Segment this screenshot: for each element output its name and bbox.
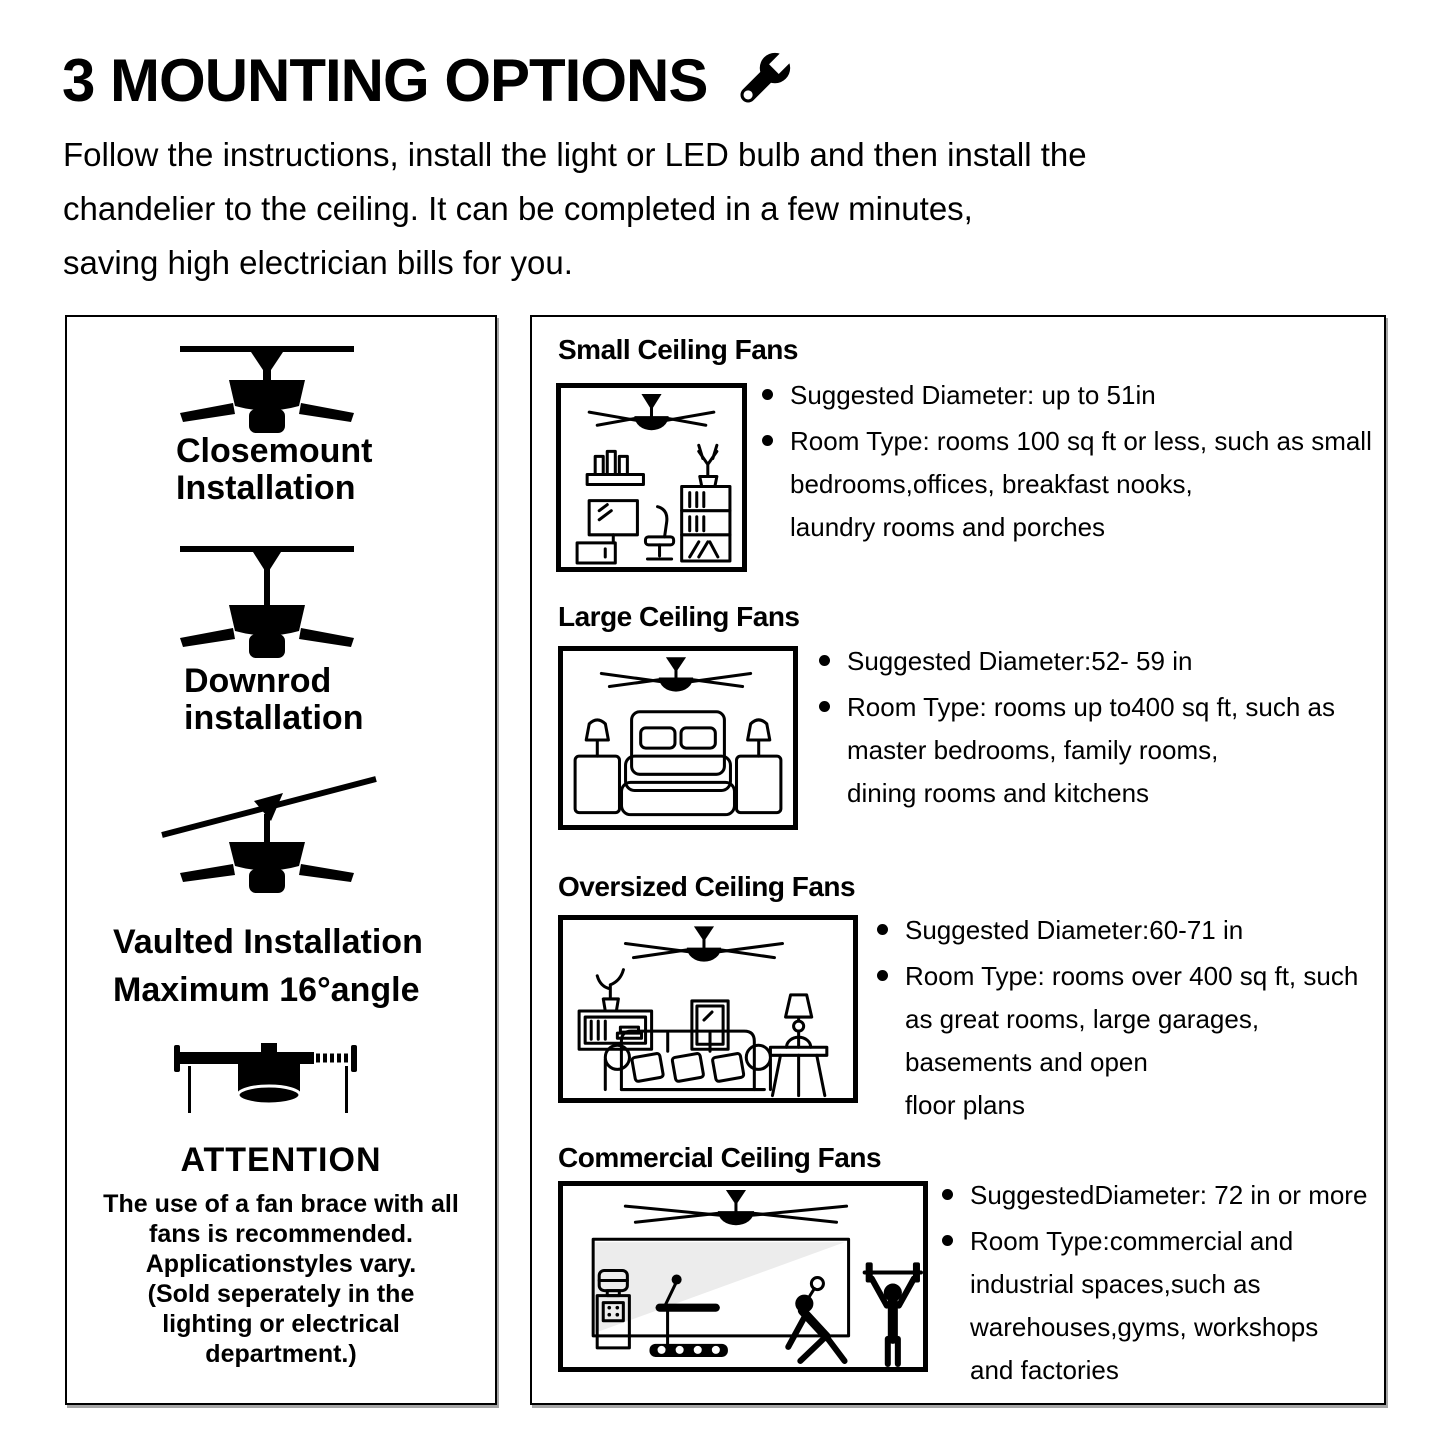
- page-title: [62, 40, 799, 120]
- bullet-item: Room Type: rooms over 400 sq ft, such as great rooms, large garages, basements and open floor plans: [877, 955, 1358, 1127]
- bullet-icon: [942, 1235, 953, 1246]
- intro-line: chandelier to the ceiling. It can be completed in a few minutes,: [63, 190, 973, 227]
- bullet-item: Suggested Diameter: up to 51in: [762, 374, 1372, 417]
- gym-illustration: [558, 1181, 928, 1372]
- gym-drawing: [563, 1186, 923, 1367]
- section-heading-small: Small Ceiling Fans: [558, 334, 798, 365]
- attention-heading: ATTENTION: [180, 1141, 382, 1179]
- bullet-icon: [819, 655, 830, 666]
- bullet-item: Room Type: rooms 100 sq ft or less, such as small bedrooms,offices, breakfast nooks, laundry rooms and porches: [762, 420, 1372, 549]
- bullet-icon: [877, 970, 888, 981]
- page-title-text: 3 MOUNTING OPTIONS: [62, 46, 708, 114]
- office-room-illustration: [556, 383, 747, 572]
- section-bullets-oversized: [877, 909, 1358, 1130]
- bullet-item: Room Type:commercial and industrial spaces,such as warehouses,gyms, workshops and factories: [942, 1220, 1367, 1392]
- bullet-item: Suggested Diameter:60-71 in: [877, 909, 1358, 952]
- fan-brace-icon: [172, 1039, 367, 1119]
- living-room-illustration: [558, 915, 858, 1103]
- bedroom-illustration: [558, 646, 798, 830]
- vaulted-fan-icon: [159, 769, 379, 899]
- mounting-option-label: Vaulted Installation Maximum 16°angle: [113, 923, 423, 1009]
- bullet-icon: [762, 435, 773, 446]
- bullet-icon: [762, 389, 773, 400]
- mounting-option-label: Downrod installation: [184, 662, 364, 737]
- section-heading-large: Large Ceiling Fans: [558, 601, 800, 632]
- intro-line: Follow the instructions, install the light or LED bulb and then install the: [63, 136, 1087, 173]
- wrench-icon: [723, 44, 799, 120]
- bullet-icon: [877, 924, 888, 935]
- section-bullets-small: [762, 374, 1372, 552]
- bullet-item: SuggestedDiameter: 72 in or more: [942, 1174, 1367, 1217]
- bullet-icon: [819, 701, 830, 712]
- mounting-option-label: Closemount Installation: [176, 432, 373, 507]
- section-heading-oversized: Oversized Ceiling Fans: [558, 871, 856, 902]
- bedroom-drawing: [563, 651, 793, 825]
- fan-size-guide-panel: [530, 315, 1386, 1405]
- mounting-options-panel: [65, 315, 497, 1405]
- section-heading-commercial: Commercial Ceiling Fans: [558, 1142, 882, 1173]
- downrod-fan-icon: [177, 543, 357, 661]
- bullet-item: Suggested Diameter:52- 59 in: [819, 640, 1335, 683]
- office-room-drawing: [561, 388, 742, 567]
- bullet-item: Room Type: rooms up to400 sq ft, such as master bedrooms, family rooms, dining rooms and kitchens: [819, 686, 1335, 815]
- section-bullets-large: [819, 640, 1335, 818]
- attention-text: The use of a fan brace with all fans is recommended. Applicationstyles vary. (Sold seperately in the lighting or electrical department.): [103, 1190, 459, 1368]
- intro-line: saving high electrician bills for you.: [63, 244, 573, 281]
- bullet-icon: [942, 1189, 953, 1200]
- section-bullets-commercial: [942, 1174, 1367, 1395]
- living-room-drawing: [563, 920, 853, 1098]
- closemount-fan-icon: [177, 343, 357, 435]
